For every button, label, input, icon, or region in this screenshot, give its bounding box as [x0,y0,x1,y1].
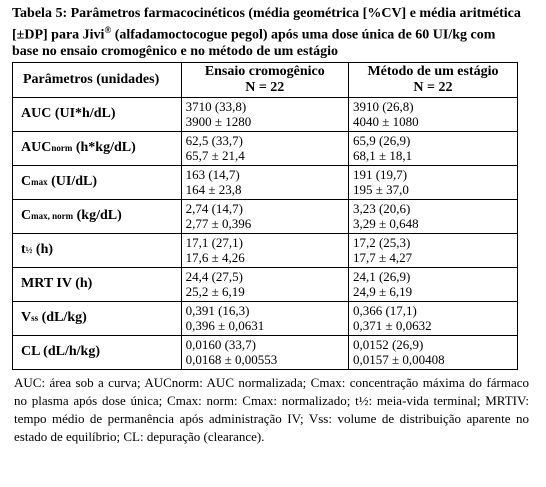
arith-mean-sd: 17,6 ± 4,26 [185,250,245,266]
geo-mean-cv: 3710 (33,8) [185,99,247,115]
geo-mean-cv: 62,5 (33,7) [185,133,243,149]
row-label-subscript: ½ [25,245,33,256]
row-label-text: CL (dL/h/kg) [21,344,100,360]
row-label [13,301,182,335]
table-row [13,301,518,335]
caption-line-2b: (alfadamoctocogue pegol) após uma dose única de 60 UI/kg com [111,27,496,43]
header-parameters: Parâmetros (unidades) [13,62,182,97]
geo-mean-cv: 24,1 (26,9) [352,269,411,285]
table-caption [12,6,532,60]
header-chromogenic-title: Ensaio cromogênico [204,63,325,79]
cell-one-stage [348,267,517,301]
row-label-subscript: max, norm [31,211,74,222]
arith-mean-sd: 68,1 ± 18,1 [352,148,413,164]
table-row [13,335,518,369]
row-label-unit: (kg/dL) [73,208,122,224]
row-label-text: V [21,310,32,326]
table-row [13,267,518,301]
pk-parameters-table [12,62,518,370]
caption-line-2 [12,22,532,44]
row-label [13,131,182,165]
caption-line-3: base no ensaio cromogênico e no método de um estágio [12,43,338,59]
table-row [13,131,518,165]
row-label-subscript: norm [51,143,73,154]
row-label-text: MRT IV (h) [21,276,93,292]
table-row [13,199,518,233]
header-one-stage-n: N = 22 [413,79,453,95]
row-label-unit: (UI/dL) [47,174,98,190]
header-one-stage-title: Método de um estágio [367,63,499,79]
cell-chromogenic [181,199,348,233]
arith-mean-sd: 164 ± 23,8 [185,182,242,198]
row-label-subscript: ss [31,313,39,324]
arith-mean-sd: 3900 ± 1280 [185,114,252,130]
cell-chromogenic [181,267,348,301]
arith-mean-sd: 4040 ± 1080 [352,114,419,130]
cell-one-stage [348,97,517,131]
arith-mean-sd: 0,0157 ± 0,00408 [352,352,445,368]
cell-chromogenic [181,165,348,199]
geo-mean-cv: 24,4 (27,5) [185,269,243,285]
geo-mean-cv: 3,23 (20,6) [352,201,411,217]
row-label-unit: (h*kg/dL) [72,140,136,156]
header-chromogenic-n: N = 22 [245,79,285,95]
row-label-text: AUC [21,140,52,156]
geo-mean-cv: 0,391 (16,3) [185,303,250,319]
row-label [13,233,182,267]
row-label-text: C [21,208,32,224]
arith-mean-sd: 195 ± 37,0 [352,182,409,198]
caption-line-1: Tabela 5: Parâmetros farmacocinéticos (média geométrica [%CV] e média aritmética [12,6,521,21]
cell-one-stage [348,335,517,369]
arith-mean-sd: 24,9 ± 6,19 [352,284,413,300]
row-label-text: t [21,242,26,258]
table-row [13,97,518,131]
cell-one-stage [348,199,517,233]
arith-mean-sd: 2,77 ± 0,396 [185,216,252,232]
geo-mean-cv: 2,74 (14,7) [185,201,243,217]
header-one-stage [348,62,517,97]
geo-mean-cv: 65,9 (26,9) [352,133,411,149]
cell-one-stage [348,131,517,165]
arith-mean-sd: 3,29 ± 0,648 [352,216,419,232]
table-footnote: AUC: área sob a curva; AUCnorm: AUC normalizada; Cmax: concentração máxima do fármaco no plasma após dose única; Cmax: norm: Cmax: normalizado; t½: meia-vida terminal; MRTIV: tempo médio de permanência após administração IV; Vss: volume de distribuição aparente no estado de equilíbrio; CL: depuração (clearance). [14,374,529,444]
geo-mean-cv: 191 (19,7) [352,167,408,183]
geo-mean-cv: 163 (14,7) [185,167,240,183]
cell-chromogenic [181,97,348,131]
row-label-subscript: max [31,177,48,188]
row-label [13,267,182,301]
row-label [13,335,182,369]
cell-one-stage [348,165,517,199]
cell-chromogenic [181,301,348,335]
cell-one-stage [348,233,517,267]
arith-mean-sd: 0,0168 ± 0,00553 [185,352,278,368]
row-label-text: C [21,174,32,190]
geo-mean-cv: 0,366 (17,1) [352,303,417,319]
row-label [13,97,182,131]
caption-line-2a: [±DP] para Jivi [12,27,105,43]
arith-mean-sd: 17,7 ± 4,27 [352,250,413,266]
geo-mean-cv: 0,0152 (26,9) [352,337,424,353]
table-header-row [13,62,518,97]
geo-mean-cv: 3910 (26,8) [352,99,414,115]
cell-one-stage [348,301,517,335]
row-label-unit: (h) [32,242,54,258]
geo-mean-cv: 0,0160 (33,7) [185,337,256,353]
row-label [13,165,182,199]
cell-chromogenic [181,233,348,267]
geo-mean-cv: 17,2 (25,3) [352,235,411,251]
row-label-text: AUC (UI*h/dL) [21,106,116,122]
arith-mean-sd: 0,396 ± 0,0631 [185,318,265,334]
arith-mean-sd: 65,7 ± 21,4 [185,148,245,164]
cell-chromogenic [181,131,348,165]
arith-mean-sd: 25,2 ± 6,19 [185,284,245,300]
table-row [13,233,518,267]
table-row [13,165,518,199]
row-label [13,199,182,233]
cell-chromogenic [181,335,348,369]
row-label-unit: (dL/kg) [38,310,87,326]
arith-mean-sd: 0,371 ± 0,0632 [352,318,432,334]
geo-mean-cv: 17,1 (27,1) [185,235,243,251]
header-chromogenic [181,62,348,97]
registered-mark: ® [104,25,112,35]
